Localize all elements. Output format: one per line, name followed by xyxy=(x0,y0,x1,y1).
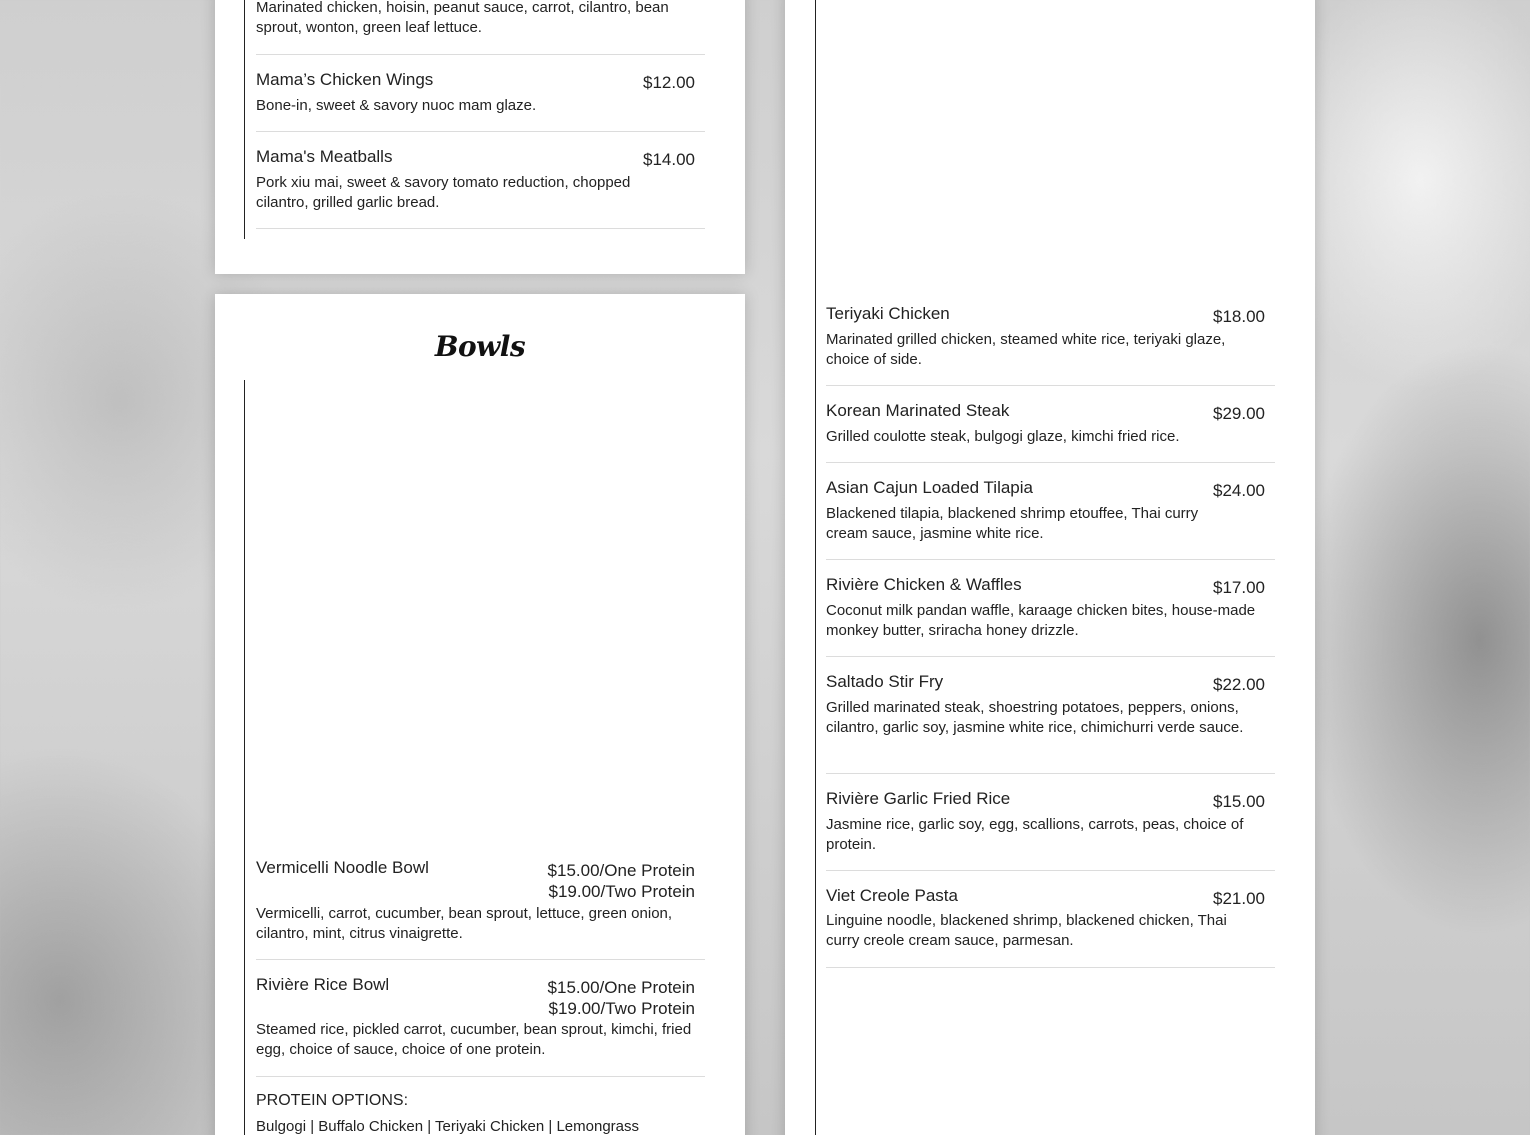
item-name: Viet Creole Pasta xyxy=(826,886,958,905)
item-name: Saltado Stir Fry xyxy=(826,672,944,691)
item-description: Linguine noodle, blackened shrimp, blackened chicken, Thai curry creole cream sauce, parmesan. xyxy=(826,912,1227,949)
menu-item xyxy=(826,463,1275,560)
item-name: Rivière Rice Bowl xyxy=(256,975,390,994)
item-name: Mama's Meatballs xyxy=(256,147,393,166)
menu-item xyxy=(256,0,705,55)
item-price: $22.00 xyxy=(1213,675,1265,694)
menu-item xyxy=(826,296,1275,386)
appetizers-card xyxy=(215,0,745,274)
item-price xyxy=(548,977,695,1019)
protein-options-heading: PROTEIN OPTIONS: xyxy=(256,1092,409,1109)
menu-item xyxy=(256,55,705,132)
entrees-card xyxy=(785,0,1315,1135)
item-description: Marinated chicken, hoisin, peanut sauce, carrot, cilantro, bean sprout, wonton, green leaf lettuce. xyxy=(256,0,669,36)
menu-item xyxy=(826,386,1275,463)
item-price xyxy=(548,860,695,902)
item-description: Grilled marinated steak, shoestring potatoes, peppers, onions, cilantro, garlic soy, jasmine white rice, chimichurri verde sauce. xyxy=(826,699,1244,736)
item-description: Marinated grilled chicken, steamed white rice, teriyaki glaze, choice of side. xyxy=(826,331,1226,368)
section-divider-line xyxy=(244,0,245,239)
item-price: $15.00 xyxy=(1213,792,1265,811)
item-name: Rivière Garlic Fried Rice xyxy=(826,789,1011,808)
item-name: Mama’s Chicken Wings xyxy=(256,70,434,89)
section-title: Bowls xyxy=(434,330,526,363)
item-price: $24.00 xyxy=(1213,481,1265,500)
menu-item xyxy=(826,774,1275,871)
menu-item xyxy=(256,132,705,229)
price-one-protein: $15.00/One Protein xyxy=(547,978,695,997)
item-price: $29.00 xyxy=(1213,404,1265,423)
item-description: Coconut milk pandan waffle, karaage chicken bites, house-made monkey butter, sriracha honey drizzle. xyxy=(826,602,1256,639)
menu-item xyxy=(826,871,1275,968)
item-description: Bone-in, sweet & savory nuoc mam glaze. xyxy=(256,97,537,114)
menu-item xyxy=(826,657,1275,774)
item-description: Steamed rice, pickled carrot, cucumber, bean sprout, kimchi, fried egg, choice of sauce, choice of one protein. xyxy=(256,1021,692,1058)
bowls-card xyxy=(215,294,745,1135)
item-name: Asian Cajun Loaded Tilapia xyxy=(826,478,1033,497)
menu-item xyxy=(256,960,705,1077)
price-two-protein: $19.00/Two Protein xyxy=(548,999,695,1018)
item-description: Vermicelli, carrot, cucumber, bean sprout, lettuce, green onion, cilantro, mint, citrus vinaigrette. xyxy=(256,905,673,942)
item-description: Grilled coulotte steak, bulgogi glaze, kimchi fried rice. xyxy=(826,428,1180,445)
item-name: Teriyaki Chicken xyxy=(826,304,950,323)
item-description: Blackened tilapia, blackened shrimp etouffee, Thai curry cream sauce, jasmine white rice. xyxy=(826,505,1199,542)
protein-options-list: Bulgogi | Buffalo Chicken | Teriyaki Chicken | Lemongrass xyxy=(256,1118,639,1135)
item-name: Rivière Chicken & Waffles xyxy=(826,575,1022,594)
price-one-protein: $15.00/One Protein xyxy=(547,861,695,880)
item-description: Jasmine rice, garlic soy, egg, scallions, carrots, peas, choice of protein. xyxy=(826,816,1244,853)
menu-item xyxy=(826,560,1275,657)
item-description: Pork xiu mai, sweet & savory tomato reduction, chopped cilantro, grilled garlic bread. xyxy=(256,174,631,211)
item-name: Korean Marinated Steak xyxy=(826,401,1010,420)
item-price: $18.00 xyxy=(1213,307,1265,326)
price-two-protein: $19.00/Two Protein xyxy=(548,882,695,901)
item-price: $17.00 xyxy=(1213,578,1265,597)
item-price: $21.00 xyxy=(1213,889,1265,908)
menu-item xyxy=(256,852,705,960)
section-divider-line xyxy=(244,380,245,1135)
item-name: Vermicelli Noodle Bowl xyxy=(256,858,429,877)
item-price: $14.00 xyxy=(643,150,695,169)
item-price: $12.00 xyxy=(643,73,695,92)
section-divider-line xyxy=(815,0,816,1135)
